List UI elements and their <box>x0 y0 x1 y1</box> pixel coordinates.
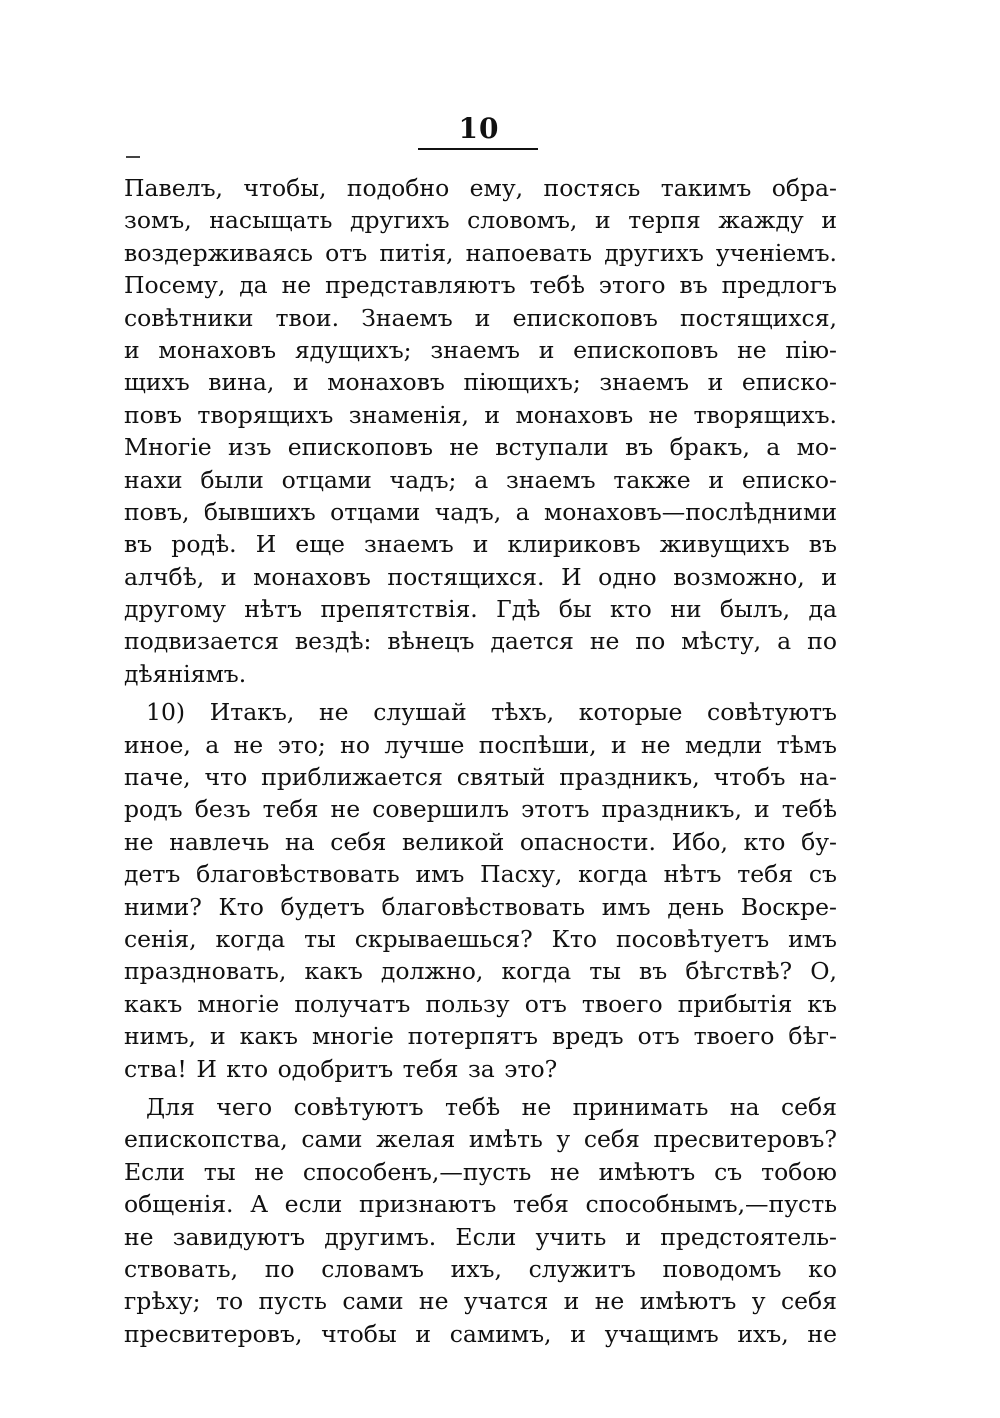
text-line: ства! И кто одобритъ тебя за это? <box>124 1054 558 1083</box>
text-line: щихъ вина, и монаховъ піющихъ; знаемъ и еписко- <box>124 368 837 397</box>
text-line: общенія. А если признаютъ тебя способнымъ,—пусть <box>124 1190 837 1219</box>
text-line: епископства, сами желая имѣть у себя пресвитеровъ? <box>124 1125 837 1154</box>
text-line: грѣху; то пусть сами не учатся и не имѣютъ у себя <box>124 1287 837 1316</box>
text-line: воздерживаясь отъ питія, напоевать другихъ ученіемъ. <box>124 238 837 267</box>
text-line: повъ творящихъ знаменія, и монаховъ не творящихъ. <box>124 400 837 429</box>
print-speck <box>126 156 140 158</box>
text-line: Если ты не способенъ,—пусть не имѣютъ съ тобою <box>124 1157 837 1186</box>
text-line: алчбѣ, и монаховъ постящихся. И одно возможно, и <box>124 562 837 591</box>
text-line: ствовать, по словамъ ихъ, служитъ поводомъ ко <box>124 1254 837 1283</box>
paragraph <box>124 1091 837 1350</box>
text-line: паче, что приближается святый праздникъ, чтобъ на- <box>124 763 837 792</box>
text-line: сенія, когда ты скрываешься? Кто посовѣтуетъ имъ <box>124 924 837 953</box>
text-line: совѣтники твои. Знаемъ и епископовъ постящихся, <box>124 303 837 332</box>
paragraph <box>124 172 837 690</box>
page-number-rule <box>418 148 538 150</box>
text-line: праздновать, какъ должно, когда ты въ бѣгствѣ? О, <box>124 957 837 986</box>
text-line: иное, а не это; но лучше поспѣши, и не медли тѣмъ <box>124 730 837 759</box>
text-line: 10) Итакъ, не слушай тѣхъ, которые совѣтуютъ <box>146 698 837 727</box>
text-line: и монаховъ ядущихъ; знаемъ и епископовъ не пію- <box>124 335 837 364</box>
text-line: дѣяніямъ. <box>124 659 247 688</box>
text-line: не навлечь на себя великой опасности. Ибо, кто бу- <box>124 827 837 856</box>
text-line: подвизается вездѣ: вѣнецъ дается не по мѣсту, а по <box>124 627 837 656</box>
text-line: не завидуютъ другимъ. Если учить и предстоятель- <box>124 1222 837 1251</box>
text-line: пресвитеровъ, чтобы и самимъ, и учащимъ ихъ, не <box>124 1319 837 1348</box>
text-line: въ родѣ. И еще знаемъ и клириковъ живущихъ въ <box>124 530 837 559</box>
page-number: 10 <box>458 112 500 145</box>
text-line: родъ безъ тебя не совершилъ этотъ праздникъ, и тебѣ <box>124 795 837 824</box>
text-line: зомъ, насыщать другихъ словомъ, и терпя жажду и <box>124 206 837 235</box>
text-line: нимъ, и какъ многіе потерпятъ вредъ отъ твоего бѣг- <box>124 1022 837 1051</box>
text-line: Многіе изъ епископовъ не вступали въ бракъ, а мо- <box>124 433 837 462</box>
text-line: нахи были отцами чадъ; а знаемъ также и еписко- <box>124 465 837 494</box>
text-line: другому нѣтъ препятствія. Гдѣ бы кто ни былъ, да <box>124 595 837 624</box>
text-line: Для чего совѣтуютъ тебѣ не принимать на себя <box>146 1092 837 1121</box>
paragraph <box>124 696 837 1085</box>
text-line: детъ благовѣствовать имъ Пасху, когда нѣтъ тебя съ <box>124 860 837 889</box>
text-line: ними? Кто будетъ благовѣствовать имъ день Воскре- <box>124 892 837 921</box>
text-line: Посему, да не представляютъ тебѣ этого въ предлогъ <box>124 271 837 300</box>
text-line: Павелъ, чтобы, подобно ему, постясь такимъ обра- <box>124 174 837 202</box>
text-line: какъ многіе получатъ пользу отъ твоего прибытія къ <box>124 989 837 1018</box>
body-text <box>124 172 837 1350</box>
text-line: повъ, бывшихъ отцами чадъ, а монаховъ—послѣдними <box>124 497 837 526</box>
